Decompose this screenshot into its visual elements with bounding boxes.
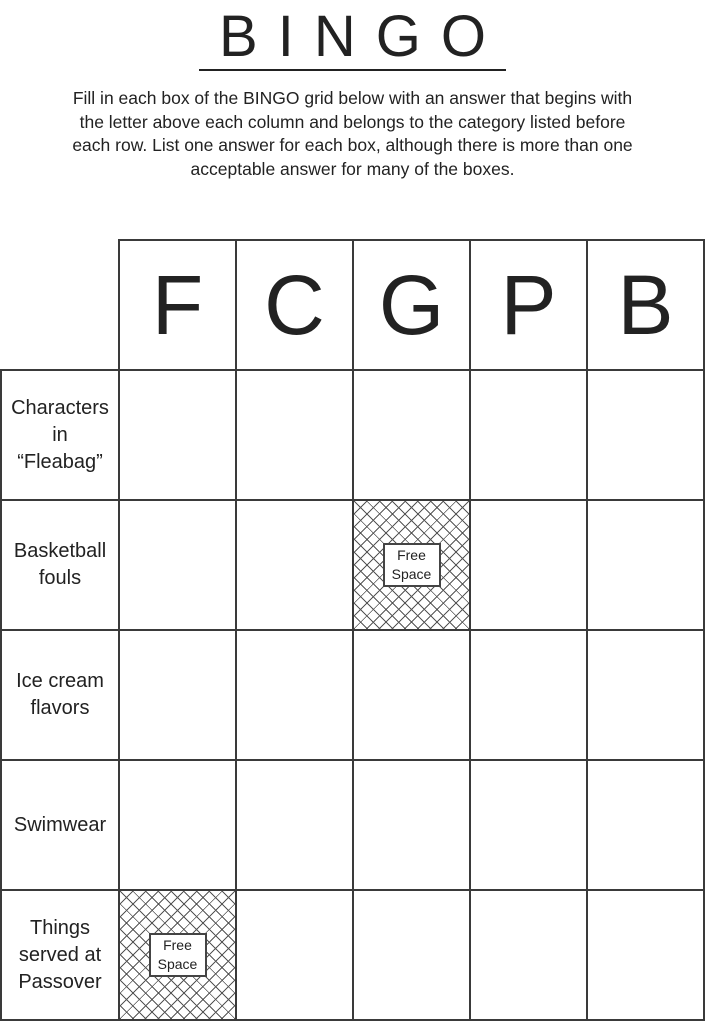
answer-cell[interactable]: [586, 629, 705, 761]
answer-cell[interactable]: [118, 499, 237, 631]
answer-cell[interactable]: [235, 369, 354, 501]
free-space-line1: Free: [397, 547, 426, 563]
answer-cell[interactable]: [586, 369, 705, 501]
column-header-c: C: [235, 239, 354, 371]
column-header-b: B: [586, 239, 705, 371]
column-header-g: G: [352, 239, 471, 371]
row-label-basketball-fouls: Basketball fouls: [0, 499, 120, 631]
answer-cell[interactable]: [352, 629, 471, 761]
answer-cell[interactable]: [352, 369, 471, 501]
column-header-p: P: [469, 239, 588, 371]
answer-cell[interactable]: [235, 759, 354, 891]
answer-cell[interactable]: [586, 499, 705, 631]
answer-cell[interactable]: [469, 369, 588, 501]
answer-cell[interactable]: [235, 889, 354, 1021]
row-label-swimwear: Swimwear: [0, 759, 120, 891]
instructions-text: Fill in each box of the BINGO grid below with an answer that begins with the letter above each column and belongs to the category listed before each row. List one answer for each box, although there is more than one acceptable answer for many of the boxes.: [72, 88, 633, 179]
answer-cell[interactable]: [586, 759, 705, 891]
answer-cell[interactable]: [352, 759, 471, 891]
answer-cell[interactable]: [586, 889, 705, 1021]
answer-cell[interactable]: [235, 499, 354, 631]
answer-cell[interactable]: [352, 889, 471, 1021]
row-label-ice-cream: Ice cream flavors: [0, 629, 120, 761]
answer-cell[interactable]: [118, 629, 237, 761]
bingo-grid: [0, 239, 705, 1021]
free-space-line2: Space: [157, 956, 198, 972]
answer-cell[interactable]: [118, 369, 237, 501]
free-space-line1: Free: [163, 937, 192, 953]
free-space-label: [383, 543, 441, 587]
free-space-line2: Space: [391, 566, 432, 582]
column-header-f: F: [118, 239, 237, 371]
row-label-passover: Things served at Passover: [0, 889, 120, 1021]
row-label-characters: Characters in “Fleabag”: [0, 369, 120, 501]
free-space-cell: [352, 499, 471, 631]
page-title: BINGO: [0, 2, 705, 72]
answer-cell[interactable]: [118, 759, 237, 891]
answer-cell[interactable]: [469, 889, 588, 1021]
free-space-cell: [118, 889, 237, 1021]
answer-cell[interactable]: [469, 759, 588, 891]
answer-cell[interactable]: [469, 629, 588, 761]
answer-cell[interactable]: [235, 629, 354, 761]
answer-cell[interactable]: [469, 499, 588, 631]
free-space-label: [149, 933, 207, 977]
